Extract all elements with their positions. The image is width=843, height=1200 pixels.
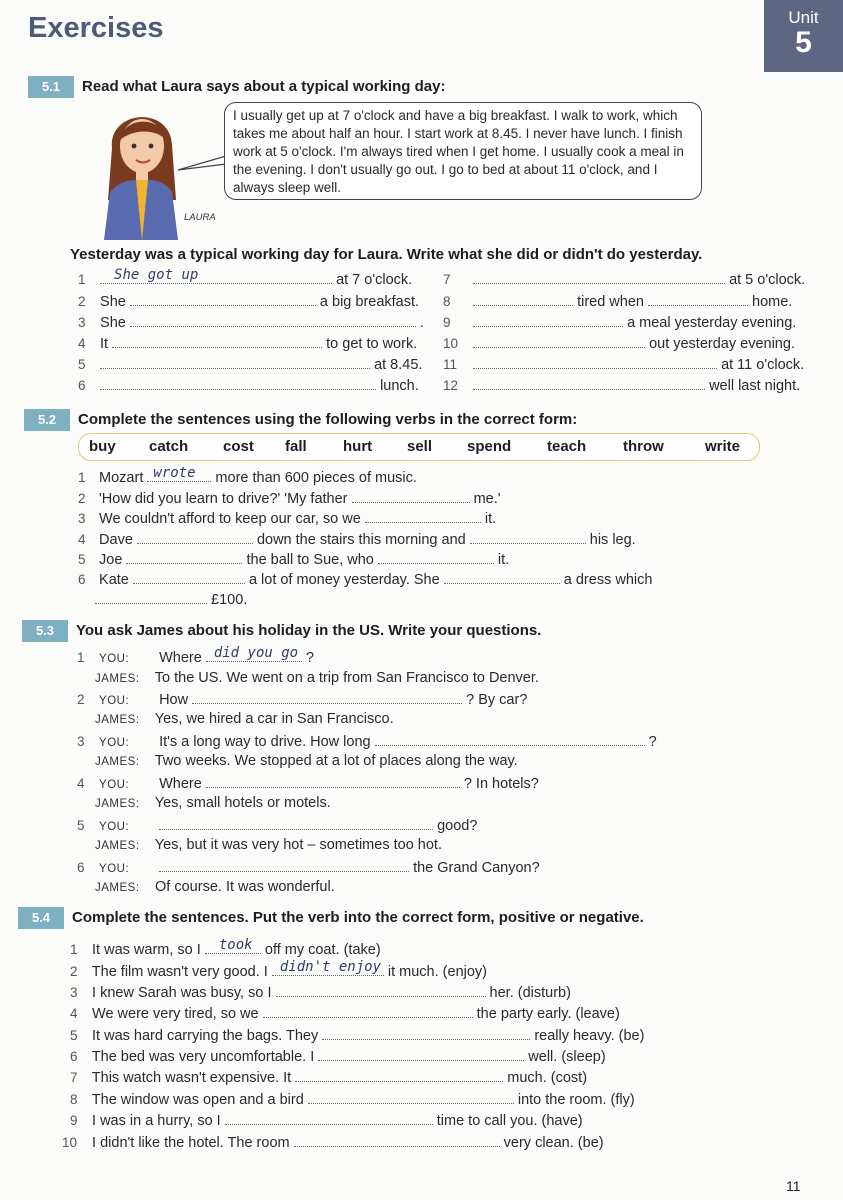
answer-blank[interactable] [473, 290, 573, 306]
verb-box [78, 433, 760, 461]
answer-blank[interactable] [137, 528, 253, 544]
ex52-item-1: 1 Mozart wrote more than 600 pieces of music. [78, 465, 417, 486]
verb-word: cost [223, 438, 254, 455]
ex53-q3: 3 YOU: It's a long way to drive. How long ? [77, 730, 657, 750]
answer-blank[interactable] [473, 353, 717, 369]
ex51-item-11: 11 at 11 o'clock. [443, 353, 804, 373]
answer-blank[interactable] [470, 528, 586, 544]
ex51-item-4: 4 It to get to work. [78, 332, 417, 352]
verb-word: write [705, 438, 741, 455]
ex53-q1: 1 YOU: Where did you go ? [77, 645, 314, 666]
exercise-instruction: Read what Laura says about a typical working day: [82, 78, 446, 95]
ex53-a3: JAMES: Two weeks. We stopped at a lot of places along the way. [95, 753, 518, 769]
ex52-item-5: 5 Joe the ball to Sue, who it. [78, 548, 509, 568]
answer-blank[interactable] [473, 332, 645, 348]
answer-blank[interactable] [272, 960, 384, 976]
ex54-item-8: 8 The window was open and a bird into the room. (fly) [70, 1088, 635, 1108]
answer-blank[interactable] [378, 548, 494, 564]
answer-blank[interactable] [444, 568, 560, 584]
ex54-item-7: 7 This watch wasn't expensive. It much. (cost) [70, 1066, 587, 1086]
answer-blank[interactable] [100, 374, 376, 390]
ex51-item-5: 5 at 8.45. [78, 353, 422, 373]
ex52-item-6: 6 Kate a lot of money yesterday. She a dress which [78, 568, 652, 588]
exercise-instruction: You ask James about his holiday in the US. Write your questions. [76, 622, 542, 639]
answer-blank[interactable] [375, 730, 645, 746]
ex54-item-6: 6 The bed was very uncomfortable. I well. (sleep) [70, 1045, 606, 1065]
exercise-instruction: Complete the sentences using the following verbs in the correct form: [78, 411, 578, 428]
verb-word: catch [149, 438, 189, 455]
handwritten-answer: She got up [114, 267, 199, 283]
verb-word: buy [89, 438, 116, 455]
handwritten-answer: did you go [213, 645, 299, 661]
ex54-item-1: 1 It was warm, so I took off my coat. (take) [70, 937, 381, 958]
answer-blank[interactable] [263, 1002, 473, 1018]
handwritten-answer: didn't enjoy [279, 959, 382, 975]
answer-blank[interactable] [473, 311, 623, 327]
page-number: 11 [786, 1178, 801, 1194]
ex53-q5: 5 YOU: good? [77, 814, 477, 834]
answer-blank[interactable] [225, 1109, 433, 1125]
ex52-item-2: 2 'How did you learn to drive?' 'My father me.' [78, 487, 501, 507]
ex51-item-10: 10 out yesterday evening. [443, 332, 795, 352]
page-title: Exercises [28, 12, 164, 44]
handwritten-answer: wrote [153, 465, 196, 481]
answer-blank[interactable] [205, 938, 261, 954]
verb-word: spend [467, 438, 512, 455]
answer-blank[interactable] [206, 772, 460, 788]
ex51-item-7: 7 at 5 o'clock. [443, 268, 805, 288]
answer-blank[interactable] [295, 1066, 503, 1082]
laura-illustration [100, 100, 182, 240]
answer-blank[interactable] [130, 311, 416, 327]
speech-bubble: I usually get up at 7 o'clock and have a big breakfast. I walk to work, which takes me about half an hour. I start work at 8.45. I never have lunch. I finish work at 5 o'clock. I'm always tired when I get home. I usually cook a meal in the evening. I don't usually go out. I go to bed at about 11 o'clock, and I always sleep well. [224, 102, 702, 200]
handwritten-answer: took [218, 937, 253, 953]
speech-bubble-tail [176, 150, 228, 174]
exercise-instruction: Complete the sentences. Put the verb into the correct form, positive or negative. [72, 909, 644, 926]
ex54-item-5: 5 It was hard carrying the bags. They really heavy. (be) [70, 1024, 644, 1044]
verb-word: sell [407, 438, 433, 455]
ex51-item-1: 1 She got up at 7 o'clock. [78, 267, 413, 288]
ex51-item-12: 12 well last night. [443, 374, 800, 394]
answer-blank[interactable] [318, 1045, 524, 1061]
ex51-item-9: 9 a meal yesterday evening. [443, 311, 796, 331]
answer-blank[interactable] [276, 981, 486, 997]
answer-blank[interactable] [206, 646, 302, 662]
exercise-5-1-subinstruction: Yesterday was a typical working day for Laura. Write what she did or didn't do yesterday. [70, 246, 703, 263]
ex53-a4: JAMES: Yes, small hotels or motels. [95, 795, 331, 811]
exercise-number: 5.2 [24, 409, 70, 431]
ex54-item-4: 4 We were very tired, so we the party early. (leave) [70, 1002, 620, 1022]
exercise-number: 5.3 [22, 620, 68, 642]
answer-blank[interactable] [130, 290, 316, 306]
verb-word: teach [547, 438, 587, 455]
verb-word: fall [285, 438, 307, 455]
answer-blank[interactable] [648, 290, 748, 306]
answer-blank[interactable] [308, 1088, 514, 1104]
answer-blank[interactable] [95, 588, 207, 604]
answer-blank[interactable] [133, 568, 245, 584]
answer-blank[interactable] [473, 268, 725, 284]
exercise-number: 5.4 [18, 907, 64, 929]
laura-caption: LAURA [184, 212, 216, 223]
ex52-item-6-cont: £100. [95, 588, 247, 608]
ex53-q4: 4 YOU: Where ? In hotels? [77, 772, 539, 792]
ex53-a1: JAMES: To the US. We went on a trip from San Francisco to Denver. [95, 670, 539, 686]
answer-blank[interactable] [126, 548, 242, 564]
answer-blank[interactable] [365, 507, 481, 523]
answer-blank[interactable] [112, 332, 322, 348]
ex54-item-10: 10 I didn't like the hotel. The room very clean. (be) [62, 1131, 604, 1151]
ex53-a5: JAMES: Yes, but it was very hot – sometimes too hot. [95, 837, 442, 853]
answer-blank[interactable] [192, 688, 462, 704]
ex53-a2: JAMES: Yes, we hired a car in San Francisco. [95, 711, 394, 727]
ex51-item-2: 2 She a big breakfast. [78, 290, 419, 310]
exercise-number: 5.1 [28, 76, 74, 98]
ex51-item-8: 8 tired when home. [443, 290, 792, 310]
ex54-item-9: 9 I was in a hurry, so I time to call you. (have) [70, 1109, 583, 1129]
ex53-a6: JAMES: Of course. It was wonderful. [95, 879, 335, 895]
answer-blank[interactable] [294, 1131, 500, 1147]
answer-blank[interactable] [322, 1024, 530, 1040]
answer-blank[interactable] [159, 814, 433, 830]
ex51-item-3: 3 She . [78, 311, 424, 331]
ex52-item-3: 3 We couldn't afford to keep our car, so we it. [78, 507, 496, 527]
unit-label: Unit [788, 8, 819, 27]
ex52-item-4: 4 Dave down the stairs this morning and his leg. [78, 528, 636, 548]
answer-blank[interactable] [100, 353, 370, 369]
unit-tab [764, 0, 843, 72]
verb-word: throw [623, 438, 664, 455]
ex53-q6: 6 YOU: the Grand Canyon? [77, 856, 540, 876]
answer-blank[interactable] [473, 374, 705, 390]
ex53-q2: 2 YOU: How ? By car? [77, 688, 527, 708]
answer-blank[interactable] [352, 487, 470, 503]
answer-blank[interactable] [100, 268, 332, 284]
answer-blank[interactable] [147, 466, 211, 482]
ex51-item-6: 6 lunch. [78, 374, 419, 394]
ex54-item-2: 2 The film wasn't very good. I didn't enjoy it much. (enjoy) [70, 959, 488, 980]
answer-blank[interactable] [159, 856, 409, 872]
verb-word: hurt [343, 438, 373, 455]
unit-number: 5 [795, 26, 812, 59]
ex54-item-3: 3 I knew Sarah was busy, so I her. (disturb) [70, 981, 571, 1001]
